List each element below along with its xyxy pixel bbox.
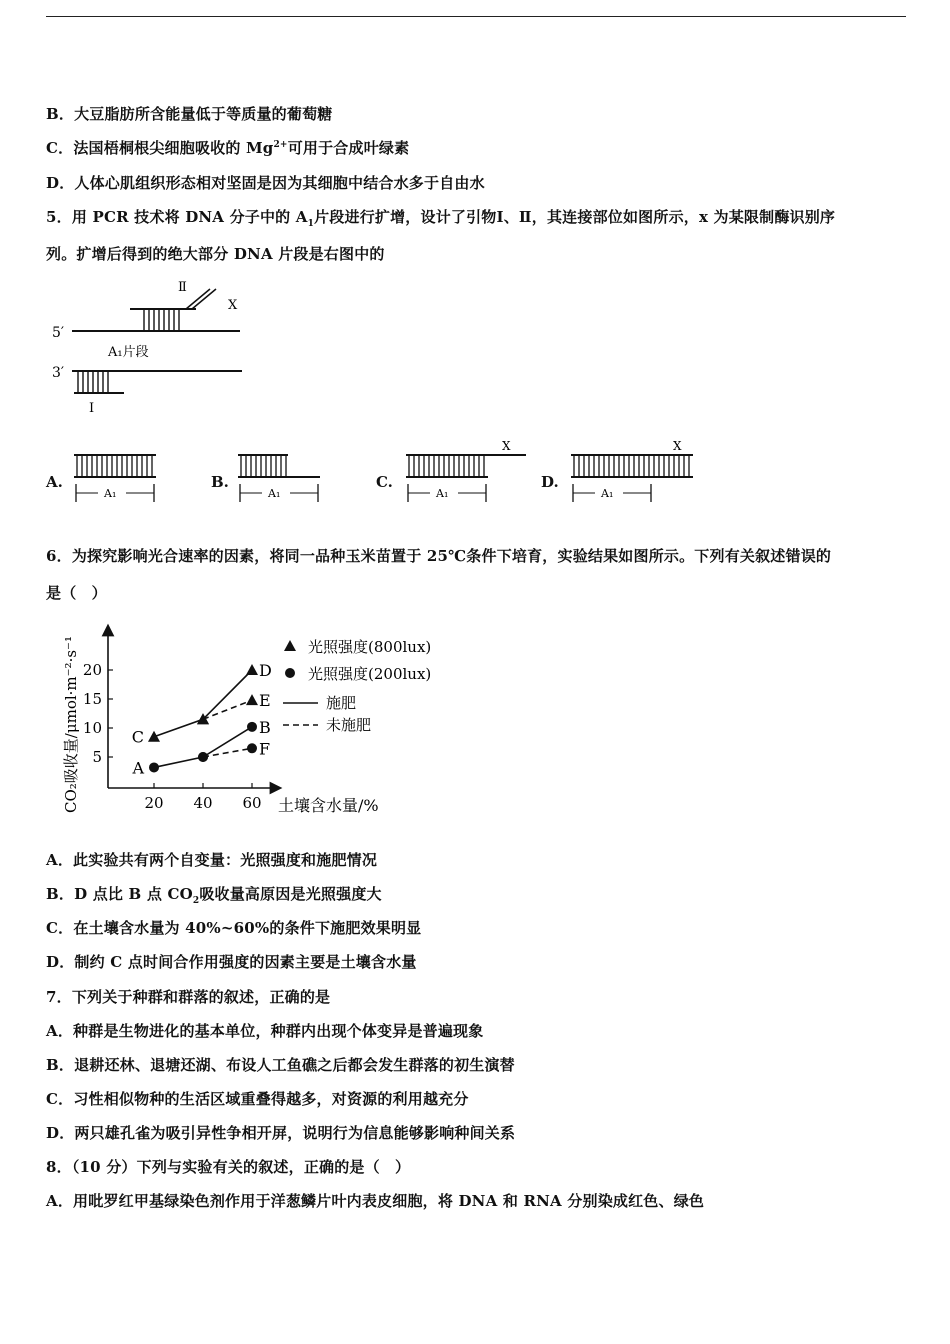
q5-option-c-label: C.: [376, 473, 393, 491]
co2-chart: [46, 608, 466, 823]
dot-point: [198, 752, 208, 762]
q4-option-c: [46, 137, 409, 158]
point-label: E: [259, 691, 271, 711]
q6-stem-line2: 是（ ）: [46, 584, 107, 602]
five-prime-label: 5′: [52, 325, 65, 341]
series-line: [154, 670, 252, 737]
q6-option-b-sub: 2: [192, 896, 200, 906]
q5-stem-line1: [46, 206, 835, 229]
opt-d-x: X: [673, 439, 682, 453]
y-tick-label: 5: [92, 748, 102, 766]
y-tick-label: 10: [82, 719, 102, 737]
legend-fertilized: 施肥: [326, 694, 357, 712]
q7-option-d: D．两只雄孔雀为吸引异性争相开屏，说明行为信息能够影响种间关系: [46, 1124, 516, 1142]
y-axis-label: CO₂吸收量/μmol·m⁻²·s⁻¹: [62, 636, 80, 813]
point-label: A: [132, 758, 144, 778]
q5-option-b-label: B.: [211, 473, 229, 491]
dot-point: [247, 722, 257, 732]
q4-option-c-post: 可用于合成叶绿素: [287, 139, 410, 157]
q5-option-c-diagram: [402, 436, 532, 506]
primer-1-label: Ⅰ: [89, 401, 95, 415]
q4-option-c-sup: 2+: [273, 140, 288, 150]
pcr-primer-diagram: [46, 275, 256, 415]
q7-option-b: B．退耕还林、退塘还湖、布设人工鱼礁之后都会发生群落的初生演替: [46, 1056, 515, 1074]
q7-stem: 7．下列关于种群和群落的叙述，正确的是: [46, 988, 331, 1006]
q8-stem: 8．（10 分）下列与实验有关的叙述，正确的是（ ）: [46, 1158, 411, 1176]
q4-option-c-pre: C．法国梧桐根尖细胞吸收的 Mg: [46, 139, 274, 157]
q6-option-b-pre: B．D 点比 B 点 CO: [46, 885, 193, 903]
q6-option-b: [46, 883, 382, 906]
triangle-point: [148, 731, 160, 742]
q5-stem-post: 片段进行扩增，设计了引物Ⅰ、Ⅱ，其连接部位如图所示，x 为某限制酶识别序: [314, 208, 836, 226]
primer-1-bonds: [78, 372, 108, 392]
triangle-point: [246, 694, 258, 705]
opt-b-a1: A₁: [268, 487, 281, 500]
q7-option-c: C．习性相似物种的生活区域重叠得越多，对资源的利用越充分: [46, 1090, 469, 1108]
dot-point: [149, 762, 159, 772]
y-tick-label: 15: [82, 690, 102, 708]
primer-2-bonds: [144, 310, 179, 331]
three-prime-label: 3′: [52, 365, 65, 381]
y-tick-label: 20: [82, 661, 102, 679]
q6-option-b-post: 吸收量高原因是光照强度大: [199, 885, 382, 903]
q8-option-a: A．用吡罗红甲基绿染色剂作用于洋葱鳞片叶内表皮细胞，将 DNA 和 RNA 分别染成红色、绿色: [46, 1192, 705, 1210]
q5-option-d-label: D.: [541, 473, 559, 491]
q6-option-d: D．制约 C 点时间合作用强度的因素主要是土壤含水量: [46, 953, 417, 971]
q6-option-c: C．在土壤含水量为 40%~60%的条件下施肥效果明显: [46, 919, 422, 937]
opt-d-a1: A₁: [601, 487, 614, 500]
q7-option-a: A．种群是生物进化的基本单位，种群内出现个体变异是普遍现象: [46, 1022, 484, 1040]
tail-line-1: [186, 289, 210, 309]
q5-option-a-diagram: [70, 448, 162, 506]
q6-stem-line1: 6．为探究影响光合速率的因素，将同一品种玉米苗置于 25℃条件下培育，实验结果如图所示。下列有关叙述错误的: [46, 547, 832, 565]
point-label: D: [259, 661, 272, 680]
series-line: [203, 700, 252, 719]
q4-option-b: B．大豆脂肪所含能量低于等质量的葡萄糖: [46, 105, 333, 123]
dot-point: [247, 743, 257, 753]
x-label: X: [228, 298, 238, 313]
legend-unfertilized: 未施肥: [326, 716, 372, 734]
legend-200lux: 光照强度(200lux): [308, 665, 432, 683]
q5-stem-sub: 1: [307, 219, 315, 229]
q5-option-a-label: A.: [46, 473, 63, 491]
x-tick-label: 40: [193, 794, 213, 812]
tail-line-2: [192, 289, 216, 309]
segment-label: A₁片段: [108, 345, 149, 360]
x-tick-label: 20: [144, 794, 164, 812]
q5-stem-pre: 5．用 PCR 技术将 DNA 分子中的 A: [46, 208, 308, 226]
q4-option-d: D．人体心肌组织形态相对坚固是因为其细胞中结合水多于自由水: [46, 174, 485, 192]
q5-stem-line2: 列。扩增后得到的绝大部分 DNA 片段是右图中的: [46, 245, 385, 263]
primer-2-label: Ⅱ: [178, 280, 187, 295]
q5-option-b-diagram: [234, 448, 326, 506]
q6-option-a: A．此实验共有两个自变量：光照强度和施肥情况: [46, 851, 378, 869]
point-label: F: [259, 739, 271, 759]
header-rule: [46, 16, 906, 17]
opt-c-x: X: [502, 439, 511, 453]
point-label: C: [131, 727, 144, 747]
opt-c-a1: A₁: [436, 487, 449, 500]
x-tick-label: 60: [242, 794, 262, 812]
legend-800lux: 光照强度(800lux): [308, 638, 432, 656]
point-label: B: [259, 717, 271, 737]
legend-triangle-marker: [284, 640, 296, 651]
q5-option-d-diagram: [567, 436, 697, 506]
triangle-point: [246, 664, 258, 675]
x-axis-label: 土壤含水量/%: [278, 796, 379, 815]
legend-dot-marker: [285, 668, 295, 678]
opt-a-a1: A₁: [104, 487, 117, 500]
